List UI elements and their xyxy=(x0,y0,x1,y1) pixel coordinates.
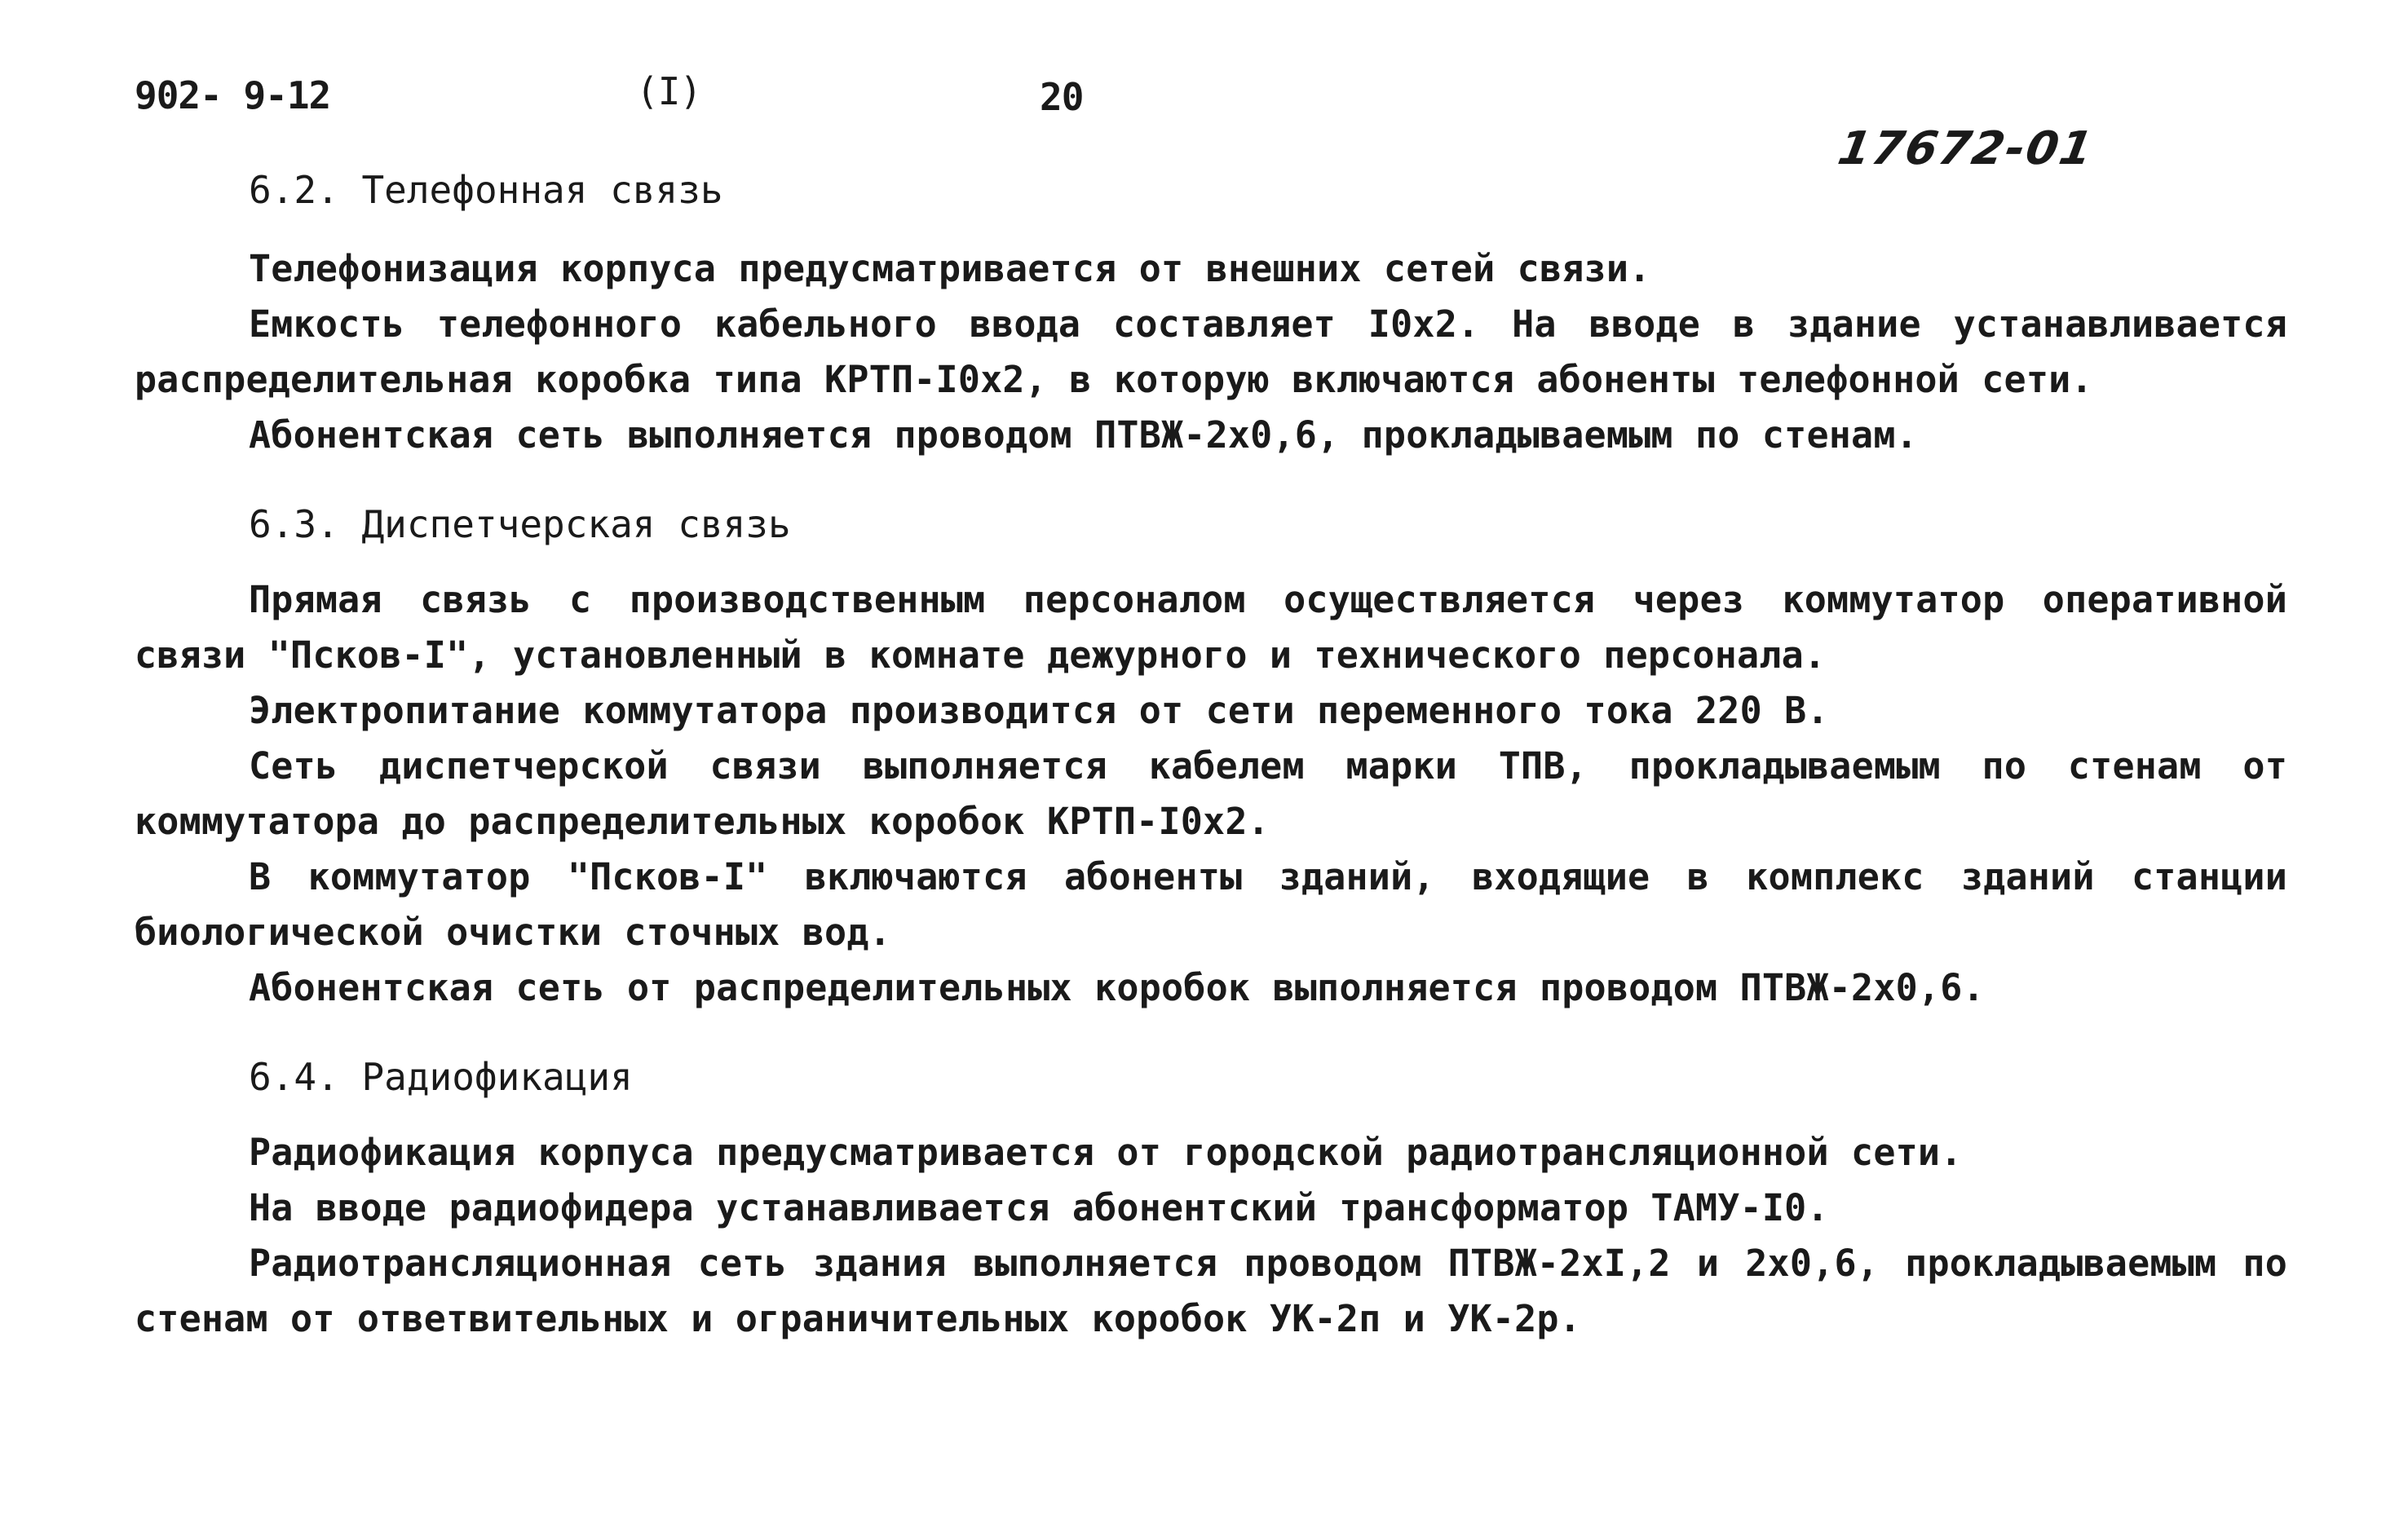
paragraph: Абонентская сеть выполняется проводом ПТВЖ-2х0,6, прокладываемым по стенам. xyxy=(249,413,1918,457)
paragraph: В коммутатор "Псков-I" включаются абоненты зданий, входящие в комплекс зданий станции биологической очистки сточных вод. xyxy=(135,855,2287,954)
paragraph: Емкость телефонного кабельного ввода составляет I0x2. На вводе в здание устанавливается распределительная коробка типа КРТП-I0x2, в которую включаются абоненты телефонной сети. xyxy=(135,302,2287,401)
sheet-mark: (I) xyxy=(636,69,702,113)
paragraph: Абонентская сеть от распределительных коробок выполняется проводом ПТВЖ-2х0,6. xyxy=(249,966,1985,1009)
section-title-telephone: 6.2. Телефонная связь xyxy=(249,168,723,212)
paragraph: На вводе радиофидера устанавливается абонентский трансформатор ТАМУ-I0. xyxy=(249,1186,1829,1229)
section-title-dispatch: 6.3. Диспетчерская связь xyxy=(249,502,791,546)
paragraph: Радиофикация корпуса предусматривается от городской радиотрансляционной сети. xyxy=(249,1131,1963,1174)
paragraph: Прямая связь с производственным персоналом осуществляется через коммутатор оперативной связи "Псков-I", установленный в комнате дежурного и технического персонала. xyxy=(135,578,2287,677)
paragraph: Электропитание коммутатора производится от сети переменного тока 220 В. xyxy=(249,689,1829,732)
page-number: 20 xyxy=(1040,75,1084,119)
paragraph: Телефонизация корпуса предусматривается от внешних сетей связи. xyxy=(249,247,1651,290)
section-title-radio: 6.4. Радиофикация xyxy=(249,1055,633,1099)
inventory-number: 17672-01 xyxy=(1834,122,2098,175)
document-code: 902- 9-12 xyxy=(135,73,331,117)
paragraph: Радиотрансляционная сеть здания выполняется проводом ПТВЖ-2хI,2 и 2х0,6, прокладываемым по стенам от ответвительных и ограничительных коробок УК-2п и УК-2р. xyxy=(135,1242,2287,1340)
paragraph: Сеть диспетчерской связи выполняется кабелем марки ТПВ, прокладываемым по стенам от коммутатора до распределительных коробок КРТП-I0x2. xyxy=(135,744,2287,843)
